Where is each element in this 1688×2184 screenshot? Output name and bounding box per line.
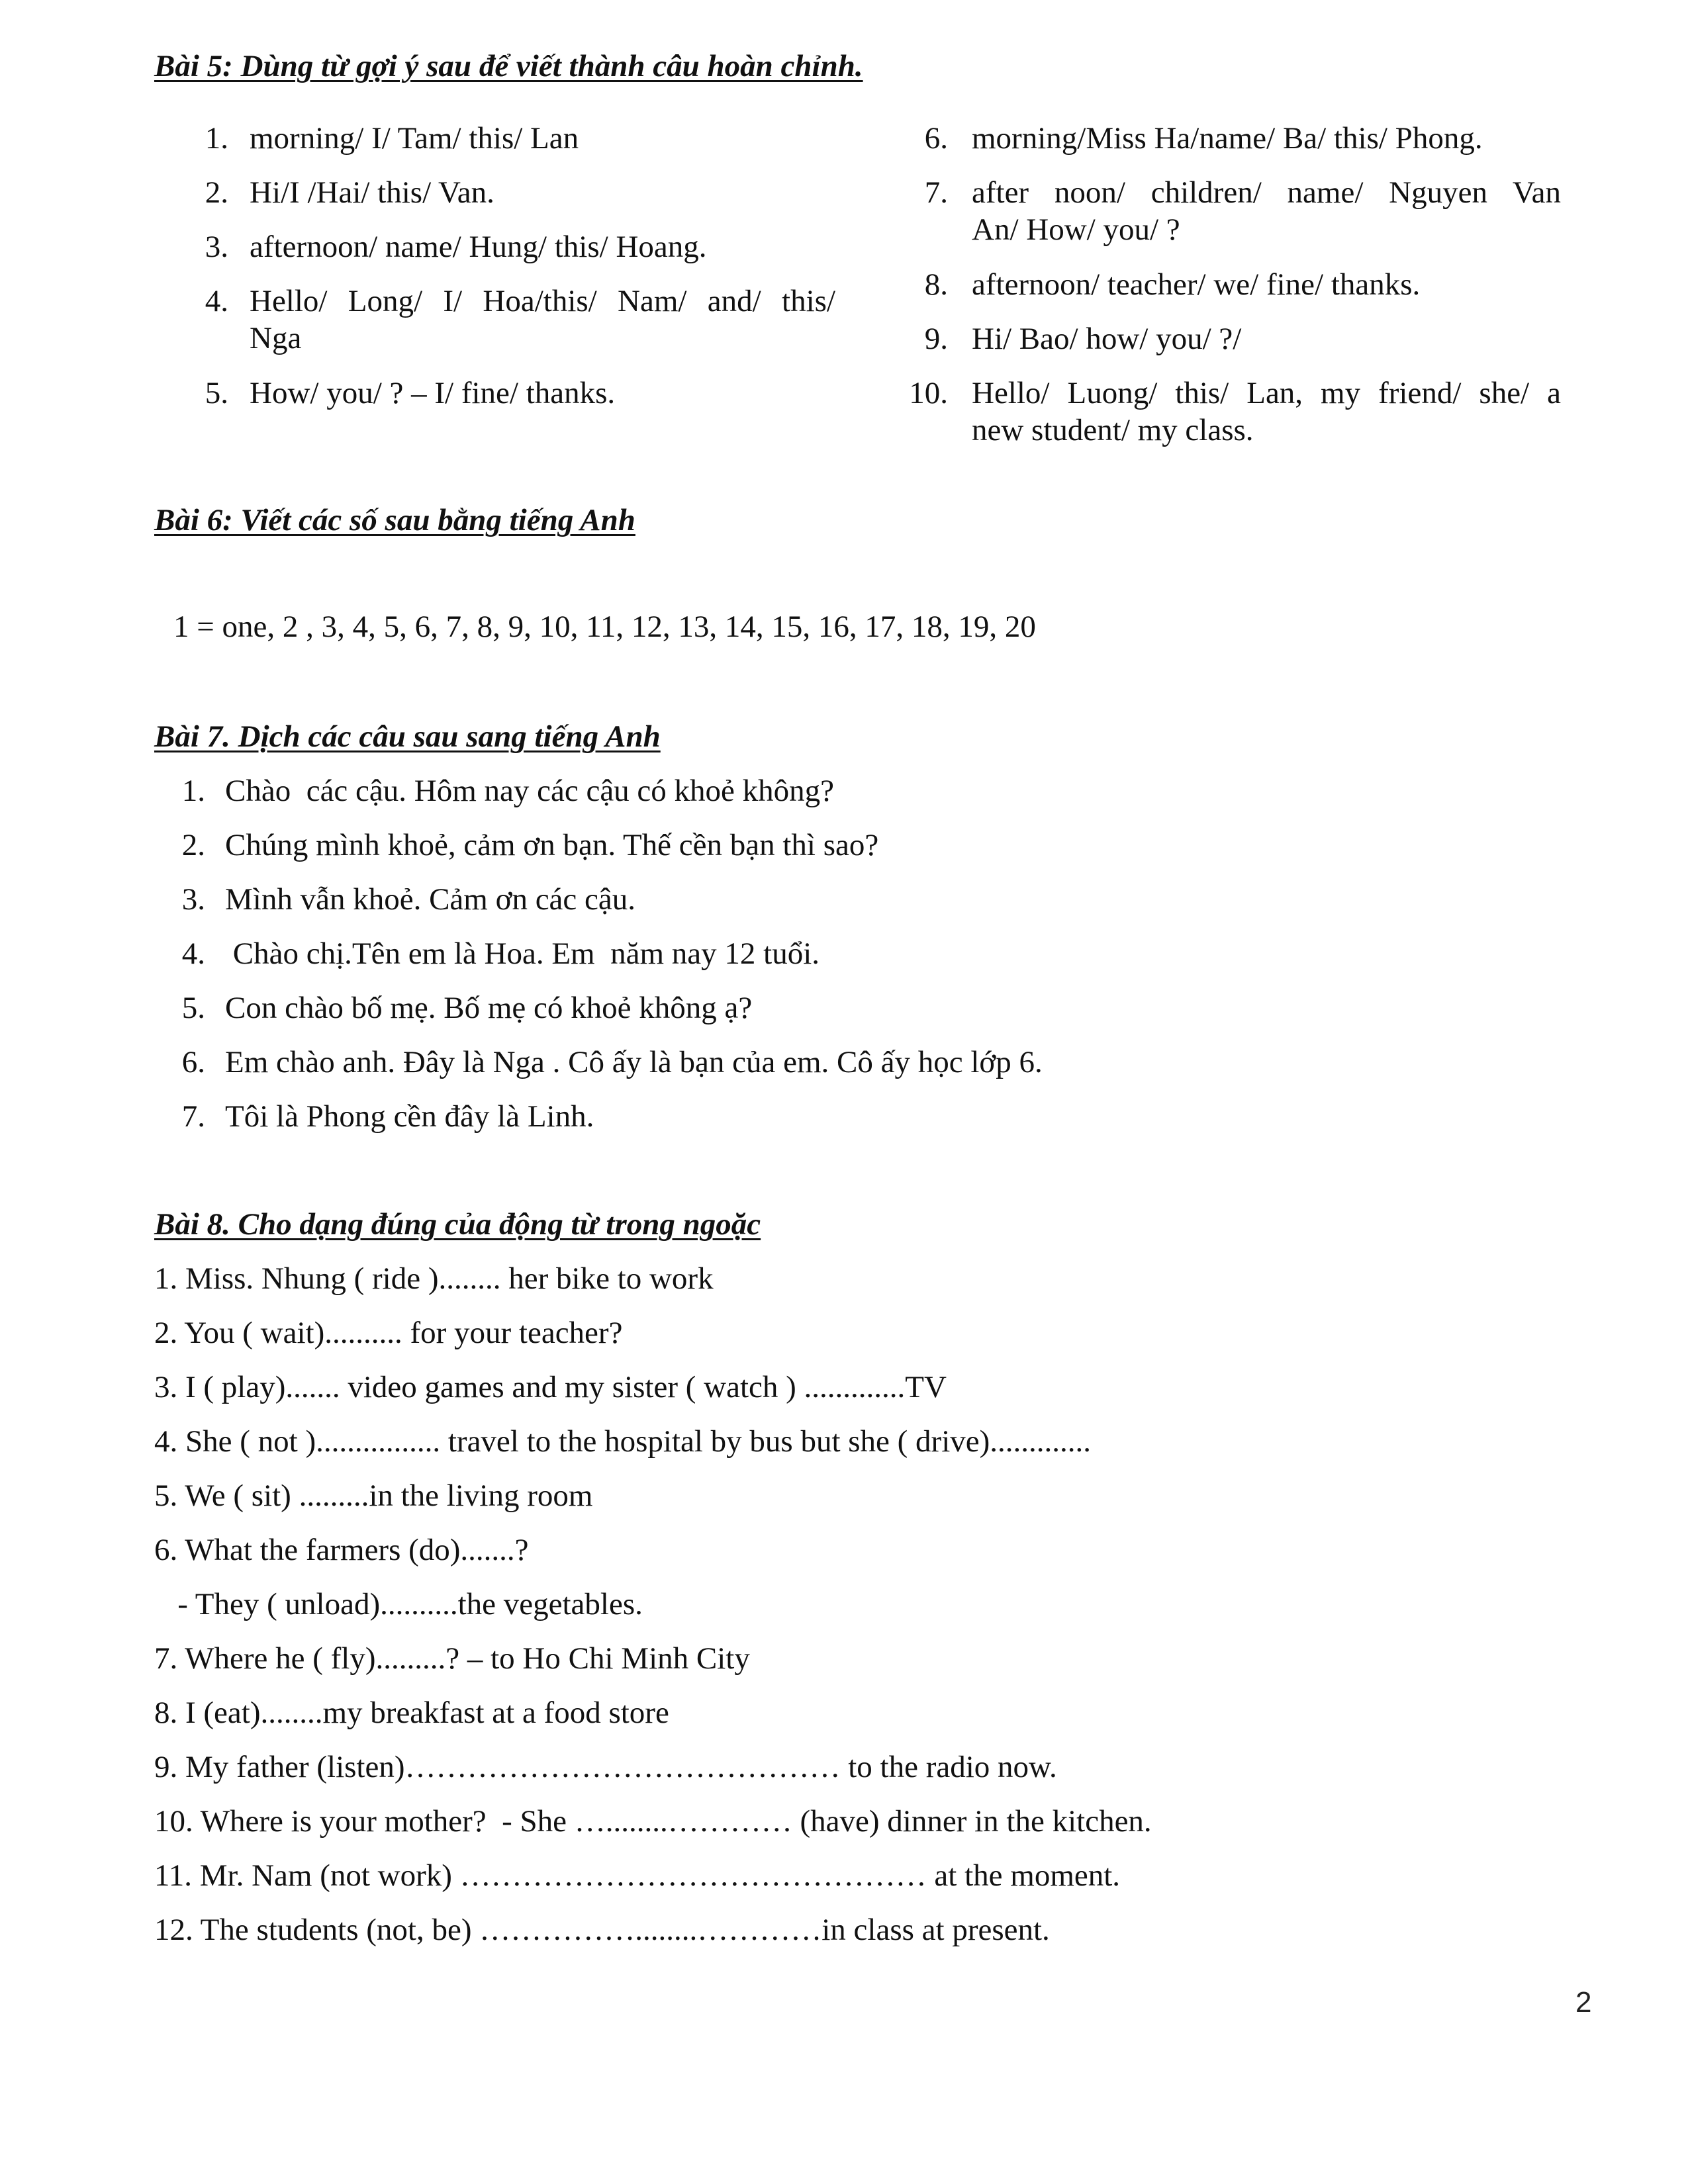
ex6-heading: Bài 6: Viết các số sau bằng tiếng Anh bbox=[154, 503, 635, 537]
list-item: 3. I ( play)....... video games and my sister ( watch ) .............TV bbox=[154, 1370, 947, 1404]
list-item: 8. afternoon/ teacher/ we/ fine/ thanks. bbox=[924, 267, 1421, 302]
list-item: 7. Where he ( fly).........? – to Ho Chi Minh City bbox=[154, 1641, 750, 1676]
list-item: 5. Con chào bố mẹ. Bố mẹ có khoẻ không ạ? bbox=[181, 991, 753, 1025]
list-item: 3. afternoon/ name/ Hung/ this/ Hoang. bbox=[205, 230, 707, 264]
list-item: 2. Hi/I /Hai/ this/ Van. bbox=[205, 175, 494, 210]
ex8-heading: Bài 8. Cho dạng đúng của động từ trong ngoặc bbox=[154, 1207, 761, 1242]
list-item: 6. morning/Miss Ha/name/ Ba/ this/ Phong. bbox=[924, 121, 1483, 156]
list-item: 4. She ( not )................ travel to the hospital by bus but she ( drive)............. bbox=[154, 1424, 1092, 1459]
list-item: 1. Chào các cậu. Hôm nay các cậu có khoẻ không? bbox=[181, 774, 835, 808]
list-item: 5. We ( sit) .........in the living room bbox=[154, 1479, 593, 1513]
list-item: 1. Miss. Nhung ( ride )........ her bike to work bbox=[154, 1261, 714, 1296]
list-item: 7. Tôi là Phong cền đây là Linh. bbox=[181, 1099, 594, 1134]
ex7-heading: Bài 7. Dịch các câu sau sang tiếng Anh bbox=[154, 719, 661, 754]
list-item: 9. Hi/ Bao/ how/ you/ ?/ bbox=[924, 322, 1242, 356]
list-item: 2. Chúng mình khoẻ, cảm ơn bạn. Thế cền bạn thì sao? bbox=[181, 828, 879, 862]
list-item: 11. Mr. Nam (not work) ……………………………………… at the moment. bbox=[154, 1858, 1121, 1893]
list-item: 8. I (eat)........my breakfast at a food store bbox=[154, 1696, 669, 1730]
list-item: 7. after noon/ children/ name/ Nguyen Van An/ How/ you/ ? bbox=[924, 175, 1561, 248]
list-item: 4. Hello/ Long/ I/ Hoa/this/ Nam/ and/ this/ Nga bbox=[205, 284, 835, 356]
list-item: - They ( unload)..........the vegetables. bbox=[154, 1587, 643, 1621]
list-item: 12. The students (not, be) ……………........…………in class at present. bbox=[154, 1913, 1050, 1947]
list-item: 9. My father (listen)…………………………………… to the radio now. bbox=[154, 1750, 1057, 1784]
numbers-line: 1 = one, 2 , 3, 4, 5, 6, 7, 8, 9, 10, 11, 12, 13, 14, 15, 16, 17, 18, 19, 20 bbox=[173, 610, 1036, 644]
list-item: 5. How/ you/ ? – I/ fine/ thanks. bbox=[205, 376, 616, 410]
list-item: 2. You ( wait).......... for your teacher? bbox=[154, 1316, 623, 1350]
list-item: 4. Chào chị.Tên em là Hoa. Em năm nay 12 tuổi. bbox=[181, 936, 820, 971]
list-item: 10. Hello/ Luong/ this/ Lan, my friend/ she/ a new student/ my class. bbox=[909, 376, 1561, 448]
list-item: 3. Mình vẫn khoẻ. Cảm ơn các cậu. bbox=[181, 882, 635, 917]
list-item: 6. What the farmers (do).......? bbox=[154, 1533, 529, 1567]
list-item: 10. Where is your mother? - She …........………… (have) dinner in the kitchen. bbox=[154, 1804, 1152, 1839]
ex5-heading: Bài 5: Dùng từ gợi ý sau để viết thành câu hoàn chỉnh. bbox=[154, 49, 863, 83]
page-number: 2 bbox=[1575, 1986, 1592, 2019]
list-item: 6. Em chào anh. Đây là Nga . Cô ấy là bạn của em. Cô ấy học lớp 6. bbox=[181, 1045, 1043, 1079]
list-item: 1. morning/ I/ Tam/ this/ Lan bbox=[205, 121, 579, 156]
